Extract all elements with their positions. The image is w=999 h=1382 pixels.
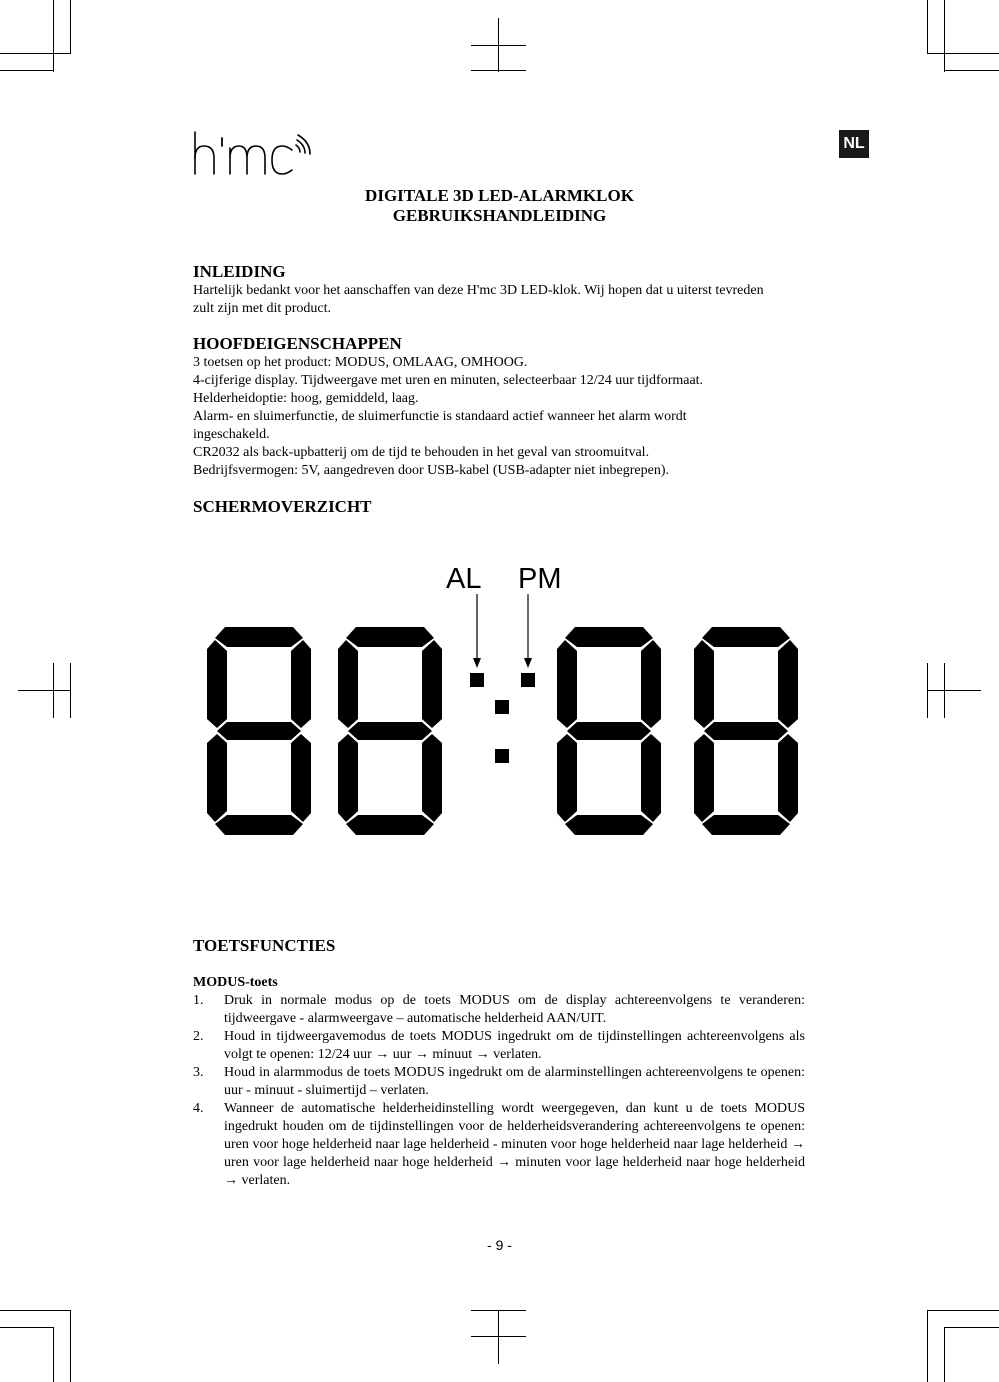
features-list [193,354,805,480]
list-item: 1. Druk in normale modus op de toets MODUS om de display achtereenvolgens te veranderen: tijdweergave - alarmweergave – automatische helderheid AAN/UIT. [193,993,805,1026]
lcd-digit-2 [338,627,442,835]
lcd-digit-1 [207,627,311,835]
features-heading: HOOFDEIGENSCHAPPEN [193,334,402,353]
pm-pointer-arrow [524,594,532,668]
feature-line: 3 toetsen op het product: MODUS, OMLAAG, OMHOOG. [193,355,528,370]
al-pointer-arrow [473,594,481,668]
mode-button-instructions [193,992,805,1190]
feature-line: ingeschakeld. [193,427,270,442]
lcd-digit-4 [694,627,798,835]
al-indicator-dot [470,673,484,687]
screen-overview-heading: SCHERMOVERZICHT [193,497,372,516]
indicator-label-al: AL [446,563,482,595]
colon-dot-upper [495,700,509,714]
mode-button-subheading: MODUS-toets [193,975,278,990]
document-subtitle: GEBRUIKSHANDLEIDING [392,206,607,225]
language-badge: NL [839,130,869,158]
intro-heading: INLEIDING [193,262,286,281]
feature-line: 4-cijferige display. Tijdweergave met uren en minuten, selecteerbaar 12/24 uur tijdformaat. [193,373,704,388]
feature-line: Alarm- en sluimerfunctie, de sluimerfunctie is standaard actief wanneer het alarm wordt [193,409,687,424]
colon-dot-lower [495,749,509,763]
feature-line: Helderheidoptie: hoog, gemiddeld, laag. [193,391,419,406]
feature-line: CR2032 als back-upbatterij om de tijd te behouden in het geval van stroomuitval. [193,445,650,460]
list-item: 2. Houd in tijdweergavemodus de toets MODUS ingedrukt om de tijdinstellingen achtereenvolgens als volgt te openen: 12/24 uur → uur → minuut → verlaten. [193,1029,805,1062]
list-item: 4. Wanneer de automatische helderheidinstelling wordt weergegeven, dan kunt u de toets MODUS ingedrukt houden om de tijdinstellingen voor de helderheidsverandering achtereenvolgens te openen: uren voor hoge helderheid naar lage helderheid - minuten voor hoge helderheid naar lage helderheid → uren voor lage helderheid naar hoge helderheid → minuten voor lage helderheid naar hoge helderheid → verlaten. [193,1101,805,1188]
lcd-digit-3 [557,627,661,835]
intro-line: Hartelijk bedankt voor het aanschaffen van deze H'mc 3D LED-klok. Wij hopen dat u uiterst tevreden [193,283,764,298]
page-number: - 9 - [487,1237,512,1253]
button-functions-heading: TOETSFUNCTIES [193,936,336,955]
document-title: DIGITALE 3D LED-ALARMKLOK [365,186,634,205]
brand-logo [192,128,317,178]
lcd-display-diagram [0,550,999,850]
intro-paragraph [193,282,805,318]
list-item: 3. Houd in alarmmodus de toets MODUS ingedrukt om de alarminstellingen achtereenvolgens te openen: uur - minuut - sluimertijd – verlaten. [193,1065,805,1098]
pm-indicator-dot [521,673,535,687]
intro-line: zult zijn met dit product. [193,301,332,316]
feature-line: Bedrijfsvermogen: 5V, aangedreven door USB-kabel (USB-adapter niet inbegrepen). [193,463,669,478]
indicator-label-pm: PM [518,563,562,595]
